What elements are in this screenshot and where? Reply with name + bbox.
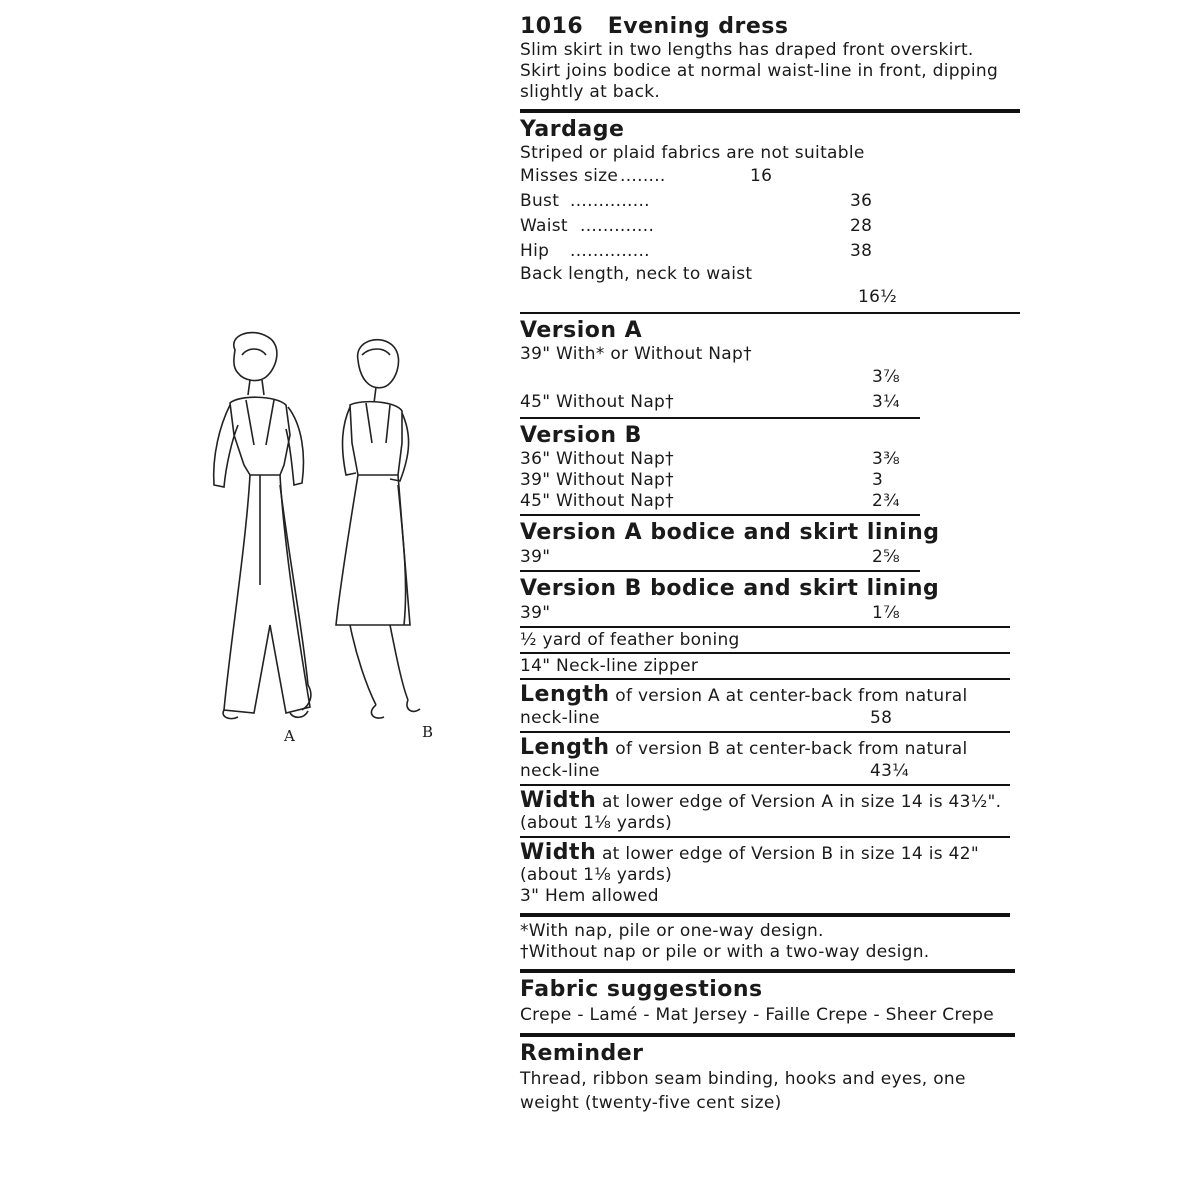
figure-a-back-view (214, 333, 311, 719)
yardage-label: Waist (520, 216, 568, 236)
yardage-value: 28 (850, 216, 873, 236)
figure-b-side-view (336, 340, 420, 718)
width-b-heading: Width (520, 840, 597, 865)
length-b-text: of version B at center-back from natural (615, 739, 968, 759)
yardage-label: Hip (520, 241, 550, 261)
fabric-text: Crepe - Lamé - Mat Jersey - Faille Crepe - Sheer Crepe (520, 1005, 994, 1025)
back-length-value: 16½ (858, 287, 898, 307)
length-a-text: of version A at center-back from natural (615, 686, 968, 706)
length-a-label: neck-line (520, 708, 600, 728)
lining-a-label: 39" (520, 547, 551, 567)
back-length-label: Back length, neck to waist (520, 264, 753, 284)
length-b-heading: Length (520, 735, 610, 760)
figure-a-label: A (284, 727, 295, 745)
length-a-value: 58 (870, 708, 893, 728)
fabric-heading: Fabric suggestions (520, 977, 763, 1002)
version-b-value: 2¾ (872, 491, 900, 511)
lining-a-row (520, 546, 920, 568)
length-a-section (520, 684, 1010, 733)
width-b-sub: (about 1⅛ yards) (520, 865, 673, 885)
lining-b-row (520, 602, 1010, 624)
lining-a-heading: Version A bodice and skirt lining (520, 520, 940, 545)
version-b-value: 3⅜ (872, 449, 900, 469)
yardage-row (520, 214, 1020, 239)
version-a-line2-value: 3¼ (872, 392, 900, 412)
length-b-label: neck-line (520, 761, 600, 781)
length-b-section (520, 737, 1010, 786)
pattern-envelope-back (520, 14, 1020, 1117)
lining-b-value: 1⅞ (872, 603, 900, 623)
boning-note: ½ yard of feather boning (520, 628, 1010, 654)
version-a-line1-value-row (520, 365, 920, 390)
reminder-heading: Reminder (520, 1041, 644, 1066)
width-a-sub: (about 1⅛ yards) (520, 813, 673, 833)
version-b-label: 39" Without Nap† (520, 470, 674, 490)
footnotes-section (520, 921, 1015, 973)
dress-illustration (190, 325, 460, 755)
width-a-text: at lower edge of Version A in size 14 is 43½". (601, 792, 1002, 812)
version-b-heading: Version B (520, 423, 642, 448)
length-b-value: 43¼ (870, 761, 910, 781)
yardage-label: Bust (520, 191, 560, 211)
hem-note: 3" Hem allowed (520, 886, 659, 906)
pattern-header (520, 14, 1020, 113)
version-b-row (520, 470, 920, 491)
pattern-description: Slim skirt in two lengths has draped front overskirt. Skirt joins bodice at normal waist-line in front, dipping slightly at back. (520, 40, 999, 102)
version-a-line2: 45" Without Nap† (520, 392, 674, 412)
yardage-value: 38 (850, 241, 873, 261)
version-a-heading: Version A (520, 318, 643, 343)
fabric-section (520, 977, 1015, 1037)
yardage-dots: ........ (620, 166, 666, 186)
version-b-label: 45" Without Nap† (520, 491, 674, 511)
lining-b-section (520, 576, 1010, 628)
yardage-dots: ............. (580, 216, 655, 236)
yardage-heading: Yardage (520, 117, 625, 142)
reminder-text: Thread, ribbon seam binding, hooks and eyes, one weight (twenty-five cent size) (520, 1069, 966, 1113)
version-b-row (520, 449, 920, 470)
version-b-section (520, 423, 920, 516)
zipper-note: 14" Neck-line zipper (520, 654, 1010, 680)
lining-b-label: 39" (520, 603, 551, 623)
footnote-without-nap: †Without nap or pile or with a two-way design. (520, 942, 930, 962)
yardage-dots: .............. (570, 191, 650, 211)
length-a-row (520, 707, 1010, 729)
version-a-line2-row (520, 390, 920, 415)
yardage-row (520, 189, 1020, 214)
back-length-row (520, 285, 1020, 310)
version-a-line1: 39" With* or Without Nap† (520, 344, 752, 364)
width-a-section (520, 790, 1010, 838)
yardage-note: Striped or plaid fabrics are not suitable (520, 143, 865, 163)
yardage-row (520, 164, 1020, 189)
yardage-value: 36 (850, 191, 873, 211)
width-b-text: at lower edge of Version B in size 14 is 42" (601, 844, 979, 864)
footnote-nap: *With nap, pile or one-way design. (520, 921, 824, 941)
pattern-number: 1016 (520, 14, 584, 39)
yardage-row (520, 239, 1020, 264)
figure-b-label: B (422, 723, 434, 741)
yardage-value: 16 (750, 166, 773, 186)
version-b-row (520, 491, 920, 512)
yardage-section (520, 117, 1020, 314)
yardage-label: Misses size (520, 166, 619, 186)
version-a-section (520, 318, 920, 419)
reminder-section (520, 1041, 1015, 1117)
width-b-section (520, 842, 1010, 917)
yardage-dots: .............. (570, 241, 650, 261)
length-a-heading: Length (520, 682, 610, 707)
pattern-title-text: Evening dress (607, 14, 789, 39)
length-b-row (520, 760, 1010, 782)
version-b-label: 36" Without Nap† (520, 449, 674, 469)
width-a-heading: Width (520, 788, 597, 813)
version-a-line1-value: 3⅞ (872, 367, 900, 387)
pattern-title (520, 14, 1020, 40)
lining-a-value: 2⅝ (872, 547, 900, 567)
lining-b-heading: Version B bodice and skirt lining (520, 576, 940, 601)
lining-a-section (520, 520, 940, 572)
version-b-value: 3 (872, 470, 884, 490)
